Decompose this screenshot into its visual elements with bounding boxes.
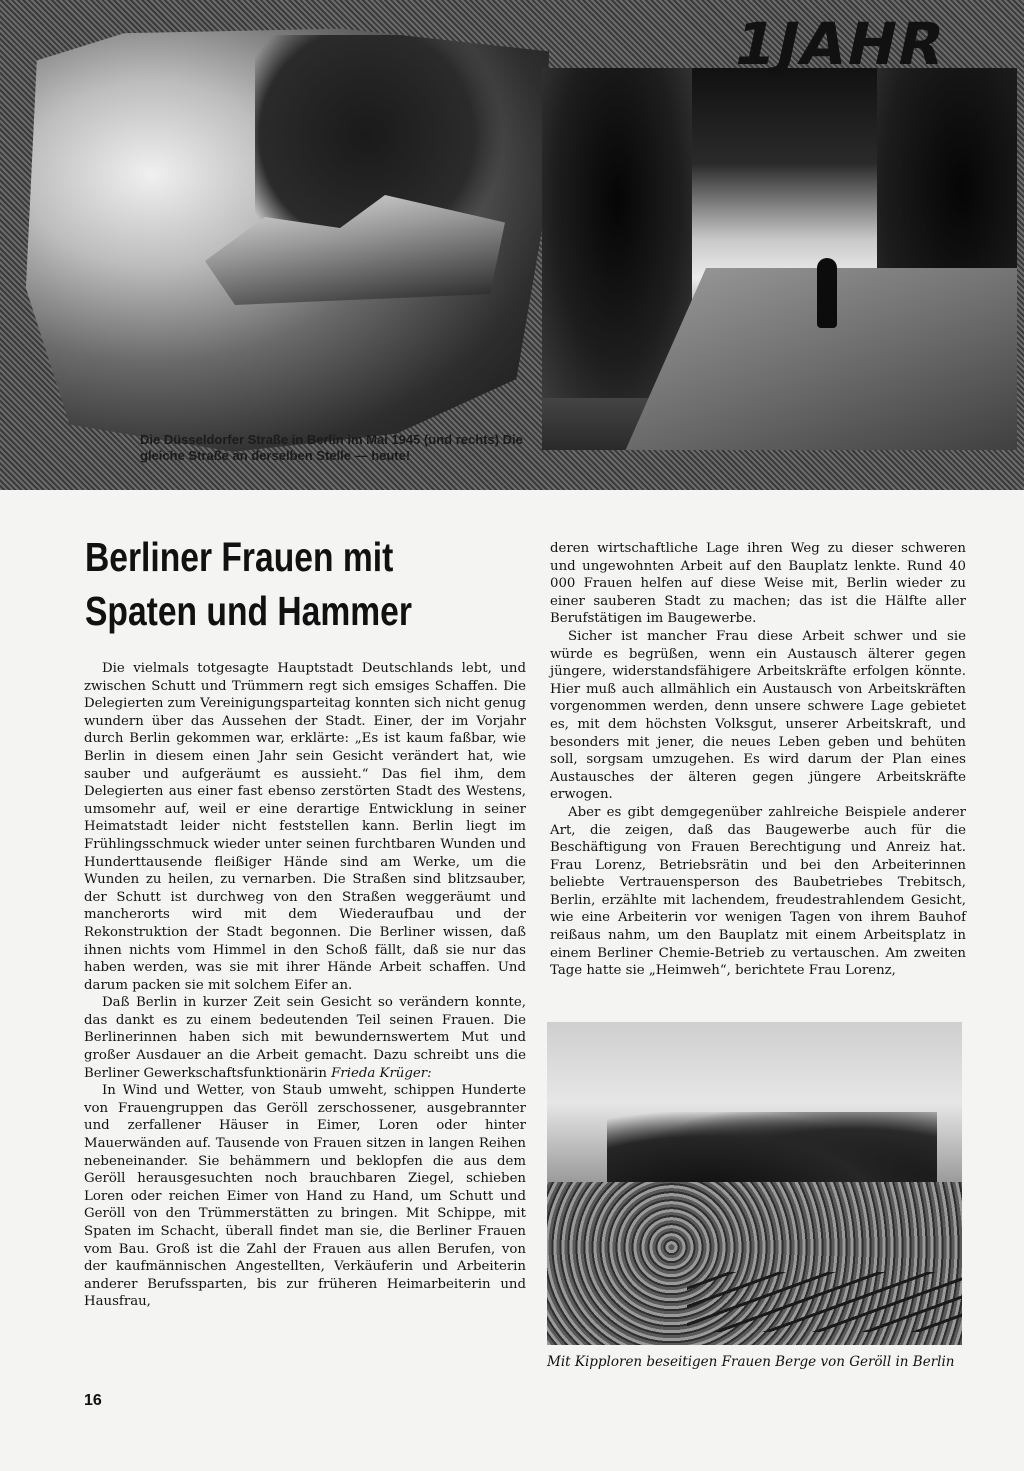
paragraph [84,994,526,1082]
trees-left [542,68,692,398]
street-ruins-photo-1945 [15,15,560,470]
top-photo-banner [0,0,1024,490]
article-column-left [84,660,526,1311]
paragraph: Aber es gibt demgegenüber zahlreiche Beispiele anderer Art, die zeigen, daß das Baugewerbe auch für die Beschäftigung von Frauen Berechtigung und Anreiz hat. Frau Lorenz, Betriebsrätin und bei den Arbeiterinnen beliebte Vertrauensperson des Baubetriebes Trebitsch, Berlin, erzählte mit lachendem, freudestrahlendem Gesicht, wie eine Arbeiterin vor wenigen Tagen von ihrem Bauhof reißaus nahm, um den Bauplatz mit einem Arbeitsplatz in einem Berliner Chemie-Betrieb zu vertauschen. Am zweiten Tage hatte sie „Heimweh“, berichtete Frau Lorenz, [550,804,966,979]
year-stamp: 1JAHR [727,10,953,78]
street-today-photo [542,68,1017,450]
top-photo-caption: Die Düsseldorfer Straße in Berlin im Mai 1945 (und rechts) Die gleiche Straße an derselben Stelle — heute! [140,432,523,463]
headline-line-1: Berliner Frauen mit [85,534,394,580]
walking-figure [817,258,837,328]
women-clearing-rubble-photo [547,1022,962,1345]
paragraph-text: Daß Berlin in kurzer Zeit sein Gesicht so verändern konnte, das dankt es zu einem bedeutenden Teil seinen Frauen. Die Berlinerinnen haben sich mit bewundernswertem Mut und großer Ausdauer an die Arbeit gemacht. Dazu schreibt uns die Berliner Gewerkschaftsfunktionärin [84,995,526,1081]
article-column-right [550,540,966,980]
bottom-photo-caption: Mit Kipploren beseitigen Frauen Berge von Geröll in Berlin [547,1354,955,1370]
article-headline [85,530,421,638]
author-name: Frieda Krüger: [331,1065,432,1081]
paragraph: deren wirtschaftliche Lage ihren Weg zu dieser schweren und ungewohnten Arbeit auf den Bauplatz lenkte. Rund 40 000 Frauen helfen auf diese Weise mit, Berlin wieder zu einer sauberen Stadt zu machen; das ist die Hälfte aller Berufstätigen im Baugewerbe. [550,541,966,627]
headline-line-2: Spaten und Hammer [85,588,412,634]
rail-tracks [687,1272,962,1332]
paragraph: Sicher ist mancher Frau diese Arbeit schwer und sie würde es begrüßen, wenn ein Austausch älterer gegen jüngere, widerstandsfähigere Arbeitskräfte erfolgen könnte. Hier muß auch allmählich ein Austausch von Arbeitskräften vorgenommen werden, denn unsere schwere Lage gebietet es, mit dem höchsten Volksgut, unserer Arbeitskraft, und besonders mit jener, die neues Leben geben und behüten soll, sorgsam umzugehen. Es wird darum der Plan eines Austausches der älteren gegen jüngere Arbeitskräfte erwogen. [550,628,966,803]
paragraph: Die vielmals totgesagte Hauptstadt Deutschlands lebt, und zwischen Schutt und Trümmern regt sich emsiges Schaffen. Die Delegierten zum Vereinigungsparteitag konnten sich nicht genug wundern über das Aussehen der Stadt. Einer, der im Vorjahr durch Berlin gekommen war, erklärte: „Es ist kaum faßbar, wie Berlin in diesem einen Jahr sein Gesicht verändert hat, wie sauber und aufgeräumt es aussieht.“ Das fiel ihm, dem Delegierten aus einer fast ebenso zerstörten Stadt des Westens, umsomehr auf, weil er eine derartige Entwicklung in seiner Heimatstadt leider nicht feststellen kann. Berlin liegt im Frühlingsschmuck wieder unter seinen furchtbaren Wunden und Hunderttausende fleißiger Hände sind am Werke, um die Wunden zu heilen, zu vernarben. Die Straßen sind blitzsauber, der Schutt ist durchweg von den Straßen weggeräumt und mancherorts wird mit dem Wiederaufbau und der Rekonstruktion der Stadt begonnen. Die Berliner wissen, daß ihnen nichts vom Himmel in den Schoß fällt, daß sie nur das haben werden, was sie mit ihrer Hände Arbeit schaffen. Und darum packen sie mit solchem Eifer an. [84,661,526,993]
paragraph: In Wind und Wetter, von Staub umweht, schippen Hunderte von Frauengruppen das Geröll zerschossener, ausgebrannter und zerfallener Häuser in Eimer, Loren oder hinter Mauerwänden auf. Tausende von Frauen sitzen in langen Reihen nebeneinander. Sie behämmern und beklopfen die aus dem Geröll herausgesuchten noch brauchbaren Ziegel, schieben Loren oder reichen Eimer von Hand zu Hand, um Schutt und Geröll von den Trümmerstätten zu bringen. Mit Schippe, mit Spaten im Schacht, überall findet man sie, die Berliner Frauen vom Bau. Groß ist die Zahl der Frauen aus allen Berufen, von der kaufmännischen Angestellten, Verkäuferin und Arbeiterin anderer Berufssparten, bis zur früheren Heimarbeiterin und Hausfrau, [84,1083,526,1310]
page-number: 16 [84,1392,102,1409]
